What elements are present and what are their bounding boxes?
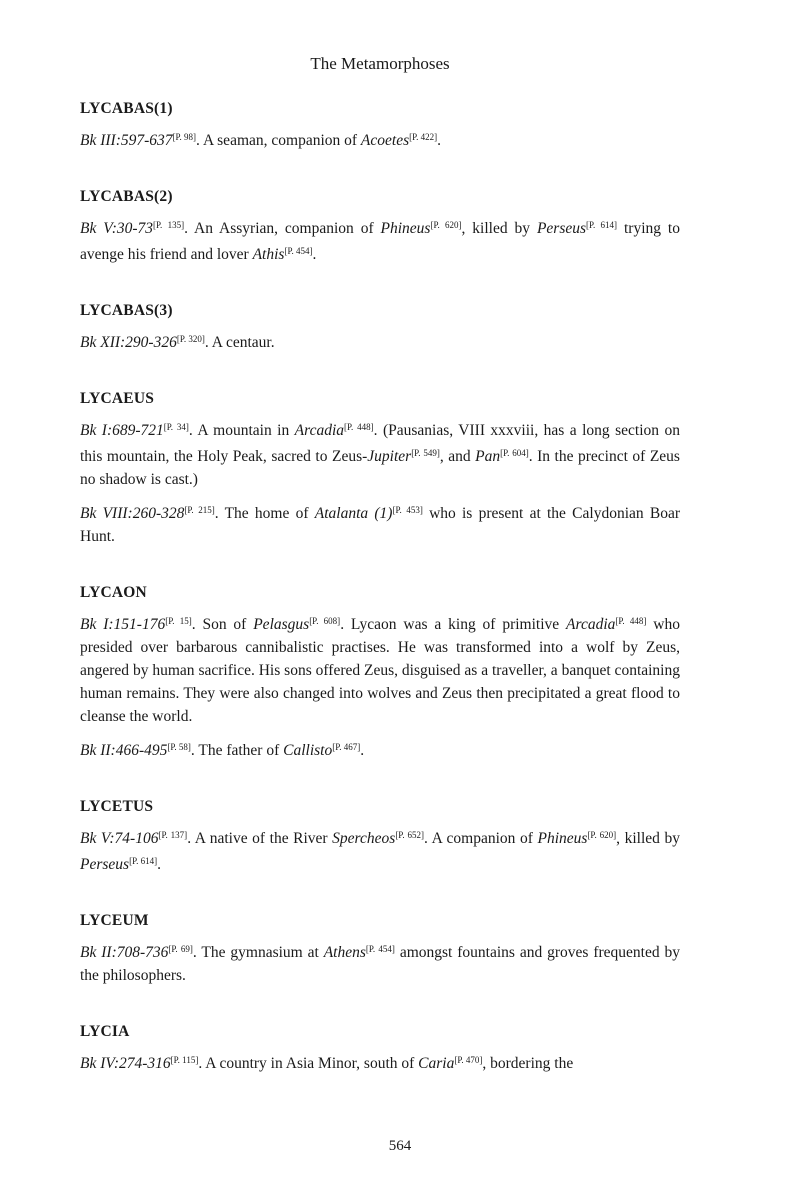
entry-text: , killed by [616, 830, 680, 847]
entry-text: . [312, 246, 317, 263]
cross-reference-link[interactable]: Athis [252, 246, 285, 263]
cross-reference-link[interactable]: Caria [418, 1055, 455, 1072]
entry-text: amongst fountains and groves frequented by the philosophers. [80, 944, 680, 984]
cross-reference-link[interactable]: Spercheos [332, 830, 396, 847]
cross-reference-link[interactable]: Callisto [283, 742, 333, 759]
page-reference-link[interactable]: [P. 467] [332, 742, 361, 752]
page-reference-link[interactable]: [P. 69] [168, 944, 193, 954]
entry-paragraph [80, 328, 680, 354]
entry-headword: LYCABAS(1) [80, 100, 173, 117]
entry-text: , and [439, 448, 476, 465]
book-reference-link[interactable]: Bk I:151-176 [80, 616, 166, 633]
page-reference-link[interactable]: [P. 614] [129, 856, 158, 866]
entry-text: . The home of [214, 505, 315, 522]
entry-paragraph [80, 610, 680, 728]
page-reference-link[interactable]: [P. 448] [615, 616, 647, 626]
entry-paragraph [80, 126, 680, 152]
page-reference-link[interactable]: [P. 549] [411, 448, 440, 458]
entry-text: . (Pausanias, VIII xxxviii, has a long section on this mountain, the Holy Peak, sacred to Zeus- [80, 422, 680, 465]
cross-reference-link[interactable]: Acoetes [360, 132, 410, 149]
page-reference-link[interactable]: [P. 620] [430, 220, 462, 230]
entry-headword: LYCAEUS [80, 390, 155, 407]
page-reference-link[interactable]: [P. 422] [409, 132, 438, 142]
entry-text: who is present at the Calydonian Boar Hunt. [80, 505, 680, 545]
page-reference-link[interactable]: [P. 115] [170, 1055, 199, 1065]
page-reference-link[interactable]: [P. 604] [500, 448, 529, 458]
cross-reference-link[interactable]: Perseus [536, 220, 587, 237]
book-title: The Metamorphoses [310, 54, 450, 73]
entry-text: . An Assyrian, companion of [184, 220, 381, 237]
cross-reference-link[interactable]: Jupiter [367, 448, 412, 465]
entry-text: . [157, 856, 161, 873]
entry-text: . A seaman, companion of [196, 132, 361, 149]
entry-headword: LYCEUM [80, 912, 149, 929]
page-reference-link[interactable]: [P. 453] [392, 505, 423, 515]
page-reference-link[interactable]: [P. 608] [309, 616, 341, 626]
entry-paragraph [80, 736, 680, 762]
book-reference-link[interactable]: Bk VIII:260-328 [80, 505, 185, 522]
page-reference-link[interactable]: [P. 58] [167, 742, 191, 752]
entry-text: trying to avenge his friend and lover [80, 220, 680, 263]
page-reference-link[interactable]: [P. 215] [184, 505, 215, 515]
entry-text: . Son of [191, 616, 254, 633]
entry-paragraph [80, 416, 680, 491]
book-reference-link[interactable]: Bk IV:274-316 [80, 1055, 171, 1072]
book-reference-link[interactable]: Bk III:597-637 [80, 132, 173, 149]
glossary-entry [80, 584, 680, 762]
page-number: 564 [388, 1138, 412, 1154]
page-reference-link[interactable]: [P. 34] [163, 422, 189, 432]
glossary-entry [80, 1023, 680, 1075]
cross-reference-link[interactable]: Arcadia [566, 616, 616, 633]
entry-headword: LYCABAS(3) [80, 302, 173, 319]
entry-text: . In the precinct of Zeus no shadow is cast.) [80, 448, 680, 488]
entry-text: , killed by [461, 220, 537, 237]
entry-headword: LYCABAS(2) [80, 188, 173, 205]
page-reference-link[interactable]: [P. 135] [153, 220, 185, 230]
glossary-entry [80, 100, 680, 152]
entry-text: . The father of [190, 742, 284, 759]
entry-text: , bordering the [482, 1055, 574, 1072]
page-reference-link[interactable]: [P. 620] [587, 830, 617, 840]
glossary-entry [80, 798, 680, 876]
glossary-entry [80, 302, 680, 354]
entry-text: . [437, 132, 442, 149]
cross-reference-link[interactable]: Perseus [80, 856, 130, 873]
cross-reference-link[interactable]: Atalanta (1) [314, 505, 393, 522]
book-reference-link[interactable]: Bk II:466-495 [80, 742, 168, 759]
cross-reference-link[interactable]: Arcadia [294, 422, 345, 439]
page-reference-link[interactable]: [P. 470] [454, 1055, 483, 1065]
book-reference-link[interactable]: Bk V:74-106 [80, 830, 159, 847]
cross-reference-link[interactable]: Phineus [380, 220, 431, 237]
cross-reference-link[interactable]: Pan [475, 448, 501, 465]
page-reference-link[interactable]: [P. 137] [158, 830, 188, 840]
book-reference-link[interactable]: Bk I:689-721 [80, 422, 164, 439]
glossary-entry [80, 188, 680, 266]
page-reference-link[interactable]: [P. 448] [344, 422, 374, 432]
entry-paragraph [80, 499, 680, 548]
entry-headword: LYCIA [80, 1023, 130, 1040]
cross-reference-link[interactable]: Athens [323, 944, 366, 961]
entry-paragraph [80, 214, 680, 266]
page-reference-link[interactable]: [P. 652] [395, 830, 425, 840]
page-reference-link[interactable]: [P. 320] [176, 334, 205, 344]
entry-text: . [360, 742, 365, 759]
entry-paragraph [80, 938, 680, 987]
page-reference-link[interactable]: [P. 15] [165, 616, 192, 626]
entry-text: . A country in Asia Minor, south of [198, 1055, 419, 1072]
entry-text: . A centaur. [204, 334, 275, 351]
page-reference-link[interactable]: [P. 614] [586, 220, 618, 230]
book-reference-link[interactable]: Bk V:30-73 [80, 220, 154, 237]
book-reference-link[interactable]: Bk II:708-736 [80, 944, 169, 961]
entry-paragraph [80, 1049, 680, 1075]
entry-text: . The gymnasium at [192, 944, 324, 961]
book-reference-link[interactable]: Bk XII:290-326 [80, 334, 177, 351]
glossary-entry [80, 390, 680, 548]
entry-text: who presided over barbarous cannibalistic practises. He was transformed into a wolf by Zeus, angered by human sacrifice. His sons offered Zeus, disguised as a traveller, a banquet containing human remains. They were also changed into wolves and Zeus then precipitated a great flood to cleanse the world. [80, 616, 680, 725]
glossary-entry [80, 912, 680, 987]
cross-reference-link[interactable]: Phineus [537, 830, 588, 847]
entry-text: . A native of the River [187, 830, 333, 847]
page-reference-link[interactable]: [P. 454] [284, 246, 313, 256]
page-reference-link[interactable]: [P. 98] [172, 132, 197, 142]
entry-text: . A mountain in [188, 422, 295, 439]
entry-paragraph [80, 824, 680, 876]
entry-text: . Lycaon was a king of primitive [340, 616, 567, 633]
glossary-body [80, 100, 680, 1111]
entry-text: . A companion of [424, 830, 538, 847]
page-reference-link[interactable]: [P. 454] [365, 944, 395, 954]
cross-reference-link[interactable]: Pelasgus [253, 616, 310, 633]
running-head [0, 54, 760, 74]
entry-headword: LYCETUS [80, 798, 154, 815]
entry-headword: LYCAON [80, 584, 147, 601]
